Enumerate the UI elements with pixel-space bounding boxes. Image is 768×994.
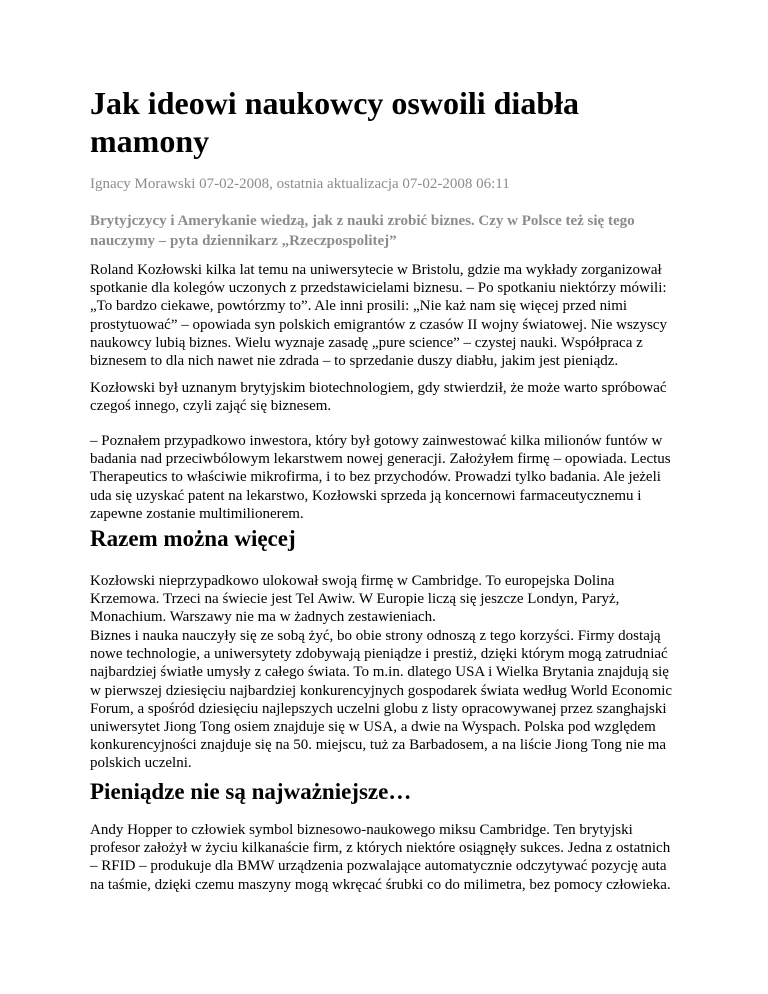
paragraph: Andy Hopper to człowiek symbol biznesowo-naukowego miksu Cambridge. Ten brytyjski profesor założył w życiu kilkanaście firm, z których niektóre osiągnęły sukces. Jedna z ostatnich – RFID – produkuje dla BMW urządzenia pozwalające automatycznie odczytywać pozycję auta na taśmie, dzięki czemu maszyny mogą wkręcać śrubki co do milimetra, bez pomocy człowieka. — [90, 822, 671, 893]
paragraph: – Poznałem przypadkowo inwestora, który był gotowy zainwestować kilka milionów funtów w badania nad przeciwbólowym lekarstwem nowej generacji. Założyłem firmę – opowiada. Lectus Therapeutics to właściwie mikrofirma, i to bez przychodów. Prowadzi tylko badania. Ale jeżeli uda się uzyskać patent na lekarstwo, Kozłowski sprzeda ją koncernowi farmaceutycznemu i zapewne zostanie multimilionerem. — [90, 433, 671, 522]
article-byline: Ignacy Morawski 07-02-2008, ostatnia aktualizacja 07-02-2008 06:11 — [90, 176, 510, 192]
paragraph: Biznes i nauka nauczyły się ze sobą żyć, bo obie strony odnoszą z tego korzyści. Firmy dostają nowe technologie, a uniwersytety zdobywają pieniądze i prestiż, dzięki którym mogą zatrudniać najbardziej światłe umysły z całego świata. To m.in. dlatego USA i Wielka Brytania znajdują się w pierwszej dziesięciu najbardziej konkurencyjnych gospodarek świata według World Economic Forum, a spośród dziesięciu najlepszych uczelni globu z listy opracowywanej przez szanghajski uniwersytet Jiong Tong osiem znajduje się w USA, a dwie na Wyspach. Polska pod względem konkurencyjności znajduje się na 50. miejscu, tuż za Barbadosem, a na liście Jiong Tong nie ma polskich uczelni. — [90, 628, 673, 772]
section-heading-razem: Razem można więcej — [90, 526, 296, 551]
section-heading-pieniadze: Pieniądze nie są najważniejsze… — [90, 779, 412, 804]
article-lead: Brytyjczycy i Amerykanie wiedzą, jak z nauki zrobić biznes. Czy w Polsce też się tego nauczymy – pyta dziennikarz „Rzeczpospolitej” — [90, 213, 635, 249]
paragraph: Kozłowski był uznanym brytyjskim biotechnologiem, gdy stwierdził, że może warto spróbować czegoś innego, czyli zająć się biznesem. — [90, 380, 667, 415]
article-title: Jak ideowi naukowcy oswoili diabła mamony — [90, 85, 579, 159]
paragraph: Kozłowski nieprzypadkowo ulokował swoją firmę w Cambridge. To europejska Dolina Krzemowa. Trzeci na świecie jest Tel Awiw. W Europie liczą się jeszcze Londyn, Paryż, Monachium. Warszawy nie ma w żadnych zestawieniach. — [90, 573, 620, 626]
paragraph: Roland Kozłowski kilka lat temu na uniwersytecie w Bristolu, gdzie ma wykłady zorganizował spotkanie dla kolegów uczonych z przedstawicielami biznesu. – Po spotkaniu niektórzy mówili: „To bardzo ciekawe, powtórzmy to”. Ale inni prosili: „Nie każ nam się więcej przed nimi prostytuować” – opowiada syn polskich emigrantów z czasów II wojny światowej. Nie wszyscy naukowcy lubią biznes. Wielu wyznaje zasadę „pure science” – czystej nauki. Współpraca z biznesem to dla nich nawet nie zdrada – to sprzedanie duszy diabłu, jakim jest pieniądz. — [90, 262, 667, 370]
